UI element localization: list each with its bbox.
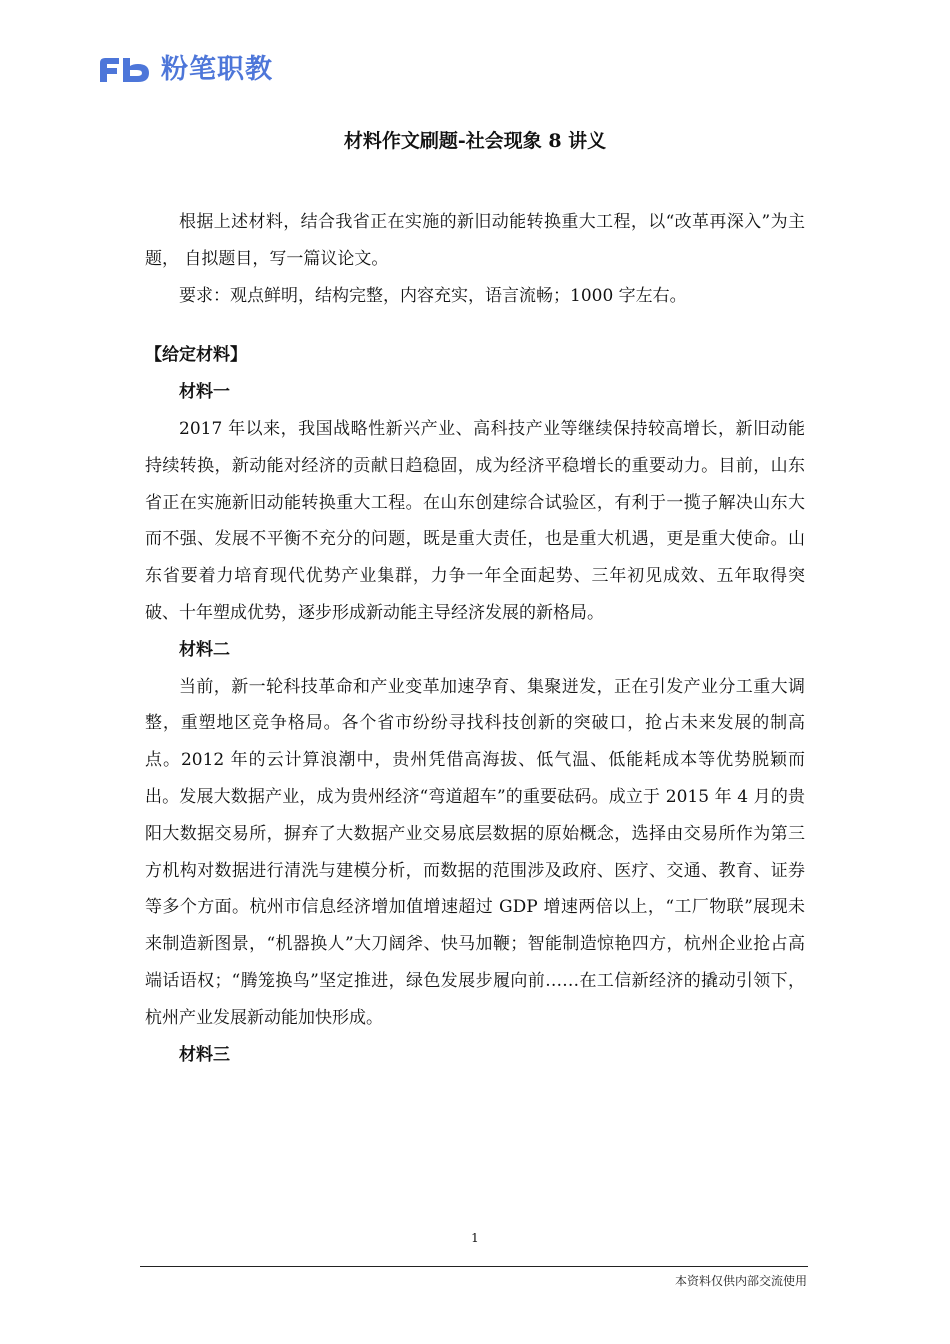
prompt-paragraph: 根据上述材料，结合我省正在实施的新旧动能转换重大工程，以“改革再深入”为主题， 自拟题目，写一篇议论文。 <box>145 212 805 269</box>
page-number: 1 <box>471 1231 479 1245</box>
brand-logo-icon <box>97 54 157 86</box>
footer-note: 本资料仅供内部交流使用 <box>674 1274 807 1288</box>
brand-header <box>97 52 273 88</box>
document-title: 材料作文刷题-社会现象 8 讲义 <box>343 130 607 152</box>
material-label: 材料二 <box>179 639 230 660</box>
material-label: 材料一 <box>179 382 230 403</box>
section-heading: 【给定材料】 <box>145 345 247 366</box>
footer-divider <box>140 1266 808 1267</box>
document-body <box>145 204 805 1073</box>
brand-name: 粉笔职教 <box>161 54 273 85</box>
requirements-paragraph: 要求：观点鲜明，结构完整，内容充实，语言流畅；1000 字左右。 <box>179 285 687 306</box>
material-text: 当前，新一轮科技革命和产业变革加速孕育、集聚迸发，正在引发产业分工重大调整，重塑地区竞争格局。各个省市纷纷寻找科技创新的突破口，抢占未来发展的制高点。2012 年的云计算浪潮中，贵州凭借高海拔、低气温、低能耗成本等优势脱颖而出。发展大数据产业，成为贵州经济“弯道超车”的重要砝码。成立于 2015 年 4 月的贵阳大数据交易所，摒弃了大数据产业交易底层数据的原始概念，选择由交易所作为第三方机构对数据进行清洗与建模分析，而数据的范围涉及政府、医疗、交通、教育、证券等多个方面。杭州市信息经济增加值增速超过 GDP 增速两倍以上，“工厂物联”展现未来制造新图景，“机器换人”大刀阔斧、快马加鞭；智能制造惊艳四方，杭州企业抢占高端话语权；“腾笼换鸟”坚定推进，绿色发展步履向前……在工信新经济的撬动引领下，杭州产业发展新动能加快形成。 <box>145 676 805 1028</box>
material-text: 2017 年以来，我国战略性新兴产业、高科技产业等继续保持较高增长，新旧动能持续转换，新动能对经济的贡献日趋稳固，成为经济平稳增长的重要动力。目前，山东省正在实施新旧动能转换重大工程。在山东创建综合试验区，有利于一揽子解决山东大而不强、发展不平衡不充分的问题，既是重大责任，也是重大机遇，更是重大使命。山东省要着力培育现代优势产业集群，力争一年全面起势、三年初见成效、五年取得突破、十年塑成优势，逐步形成新动能主导经济发展的新格局。 <box>145 418 805 623</box>
material-label: 材料三 <box>179 1044 230 1065</box>
